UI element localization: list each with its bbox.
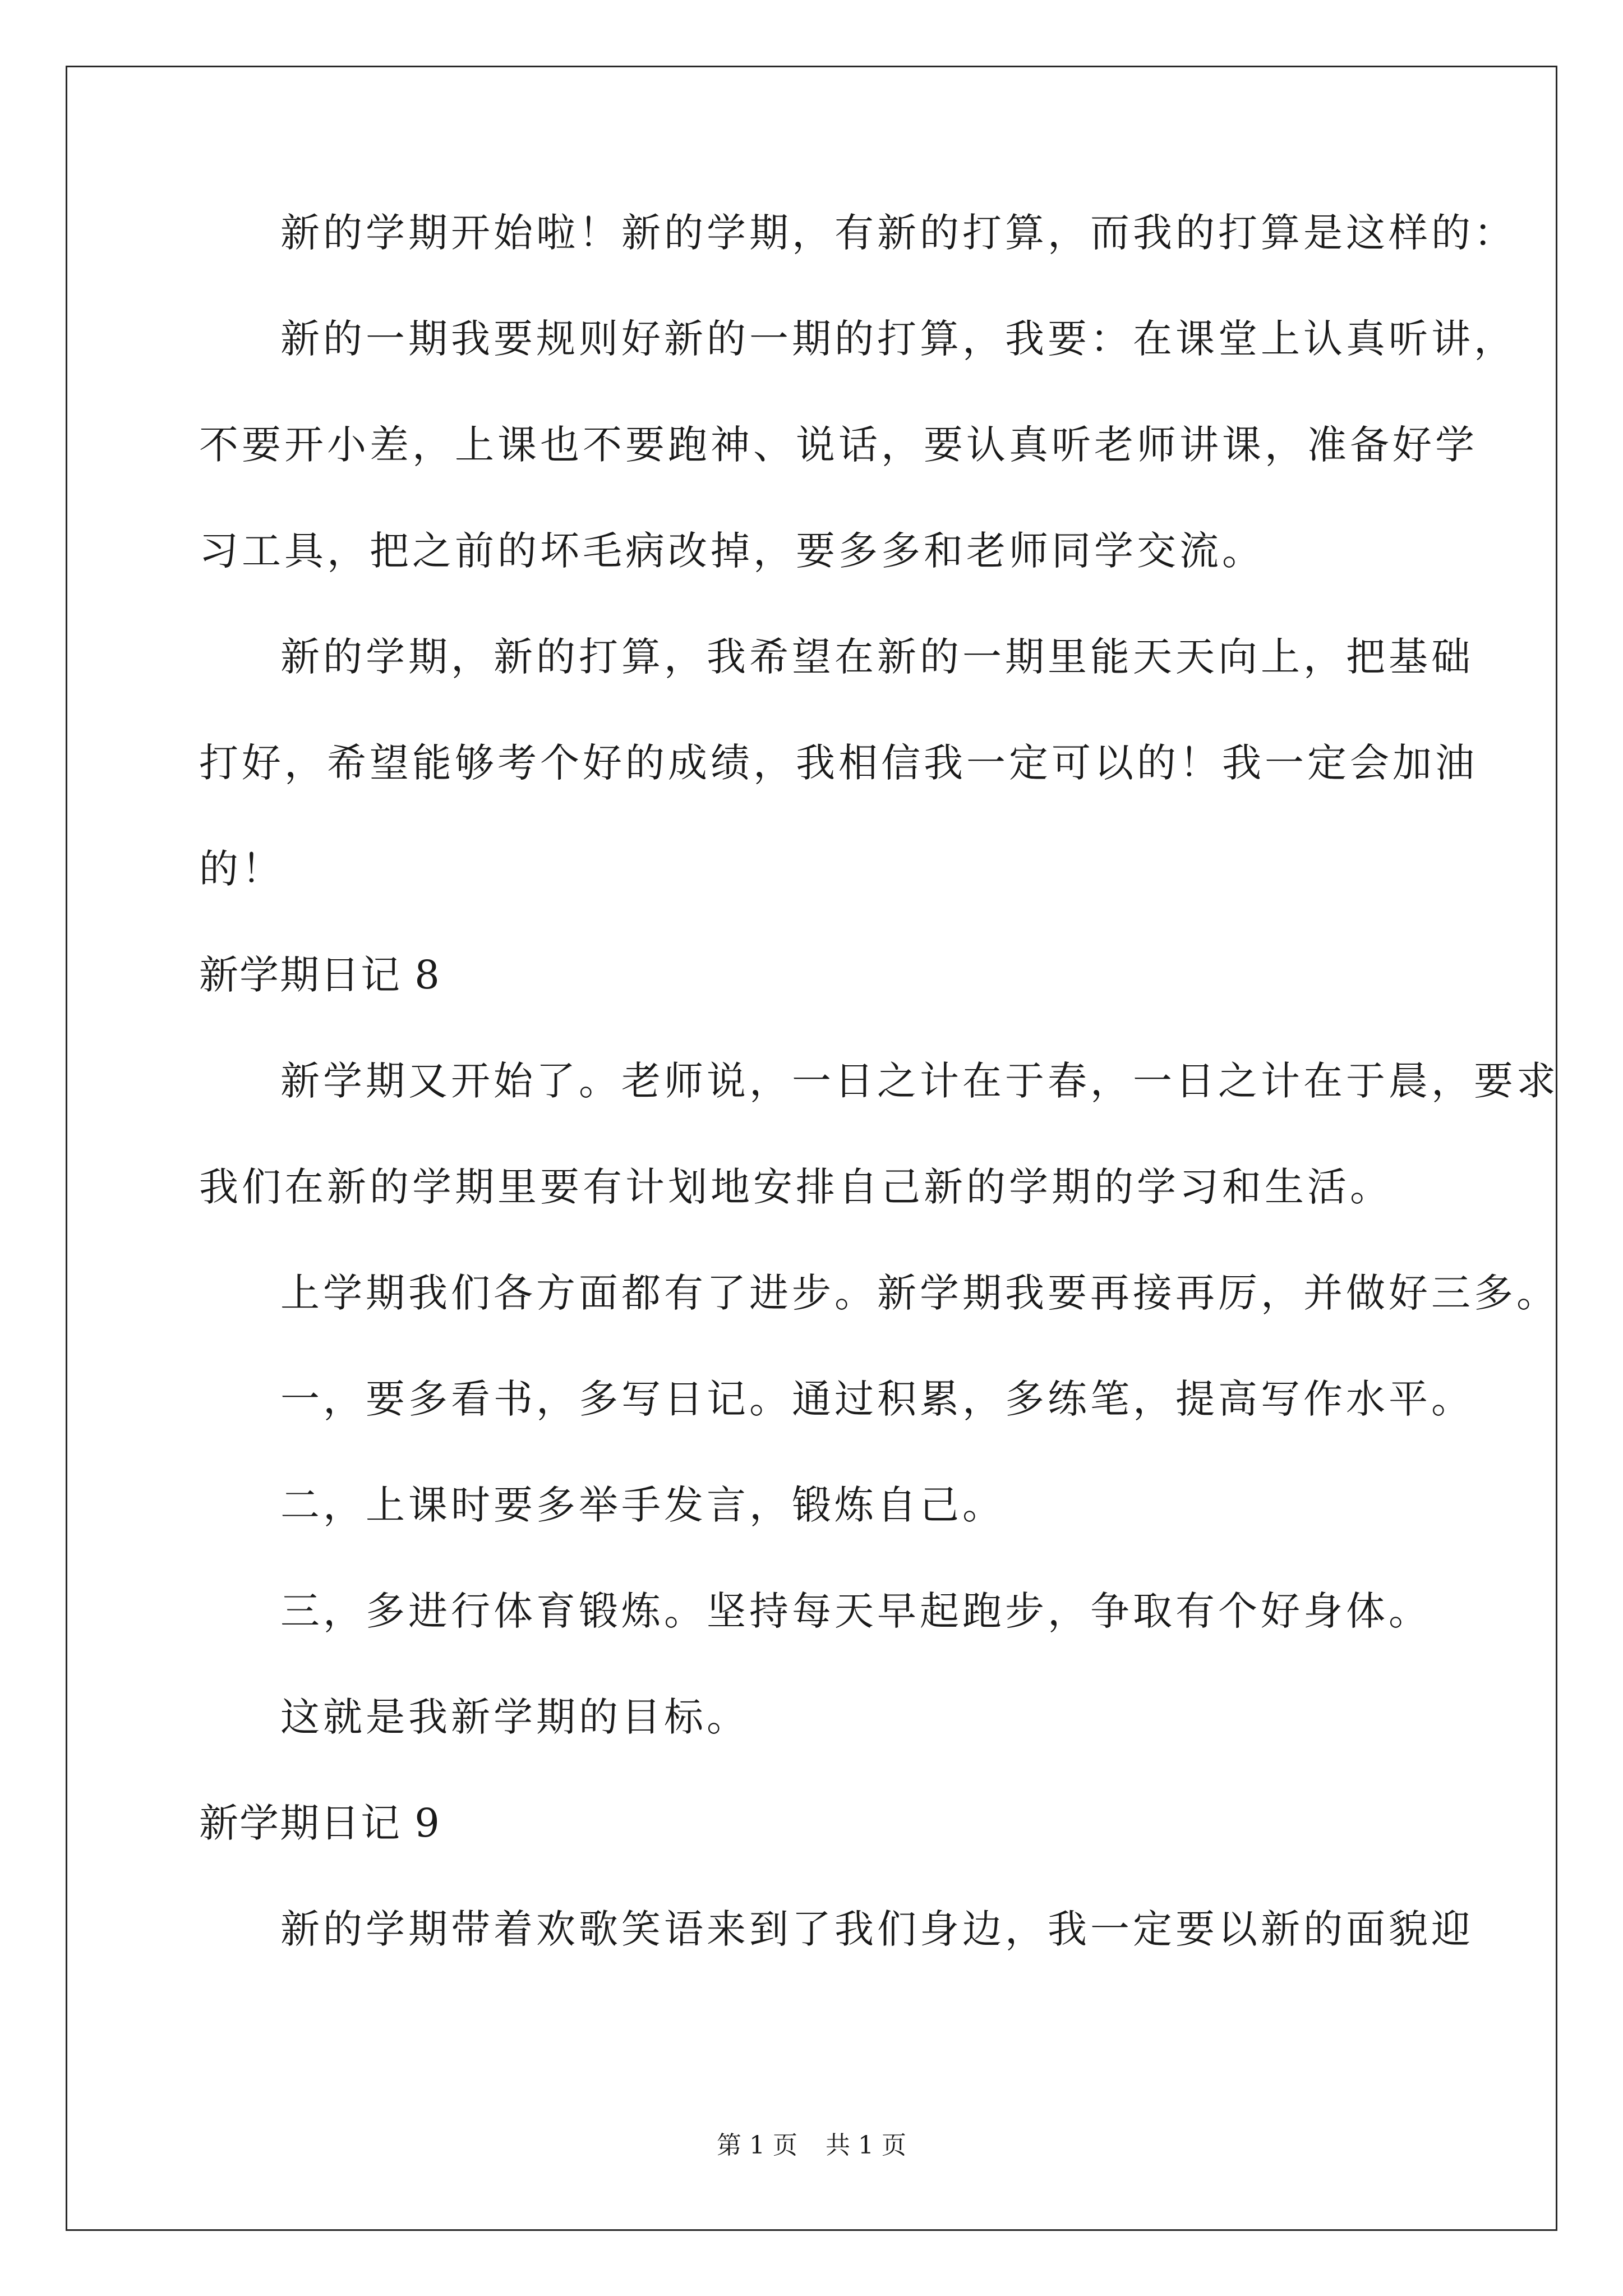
page-total: 共 1 页 <box>826 2131 906 2160</box>
document-body <box>199 210 1559 2016</box>
paragraph-line: 上学期我们各方面都有了进步。新学期我要再接再厉，并做好三多。 <box>280 1270 1559 1316</box>
paragraph-line: 新的学期开始啦！新的学期，有新的打算，而我的打算是这样的： <box>280 210 1516 256</box>
section-heading: 新学期日记 8 <box>199 952 441 998</box>
page-number: 第 1 页 <box>717 2131 797 2160</box>
paragraph-line: 不要开小差，上课也不要跑神、说话，要认真听老师讲课，准备好学 <box>199 422 1478 468</box>
page-footer <box>0 2132 1623 2160</box>
paragraph-line: 新的一期我要规则好新的一期的打算，我要：在课堂上认真听讲， <box>280 316 1516 362</box>
paragraph-line: 这就是我新学期的目标。 <box>280 1694 749 1740</box>
paragraph-line: 的！ <box>199 846 284 892</box>
paragraph-line: 新的学期，新的打算，我希望在新的一期里能天天向上，把基础 <box>280 634 1474 680</box>
paragraph-line: 二，上课时要多举手发言，锻炼自己。 <box>280 1482 1005 1528</box>
paragraph-line: 三，多进行体育锻炼。坚持每天早起跑步，争取有个好身体。 <box>280 1588 1431 1634</box>
paragraph-line: 新的学期带着欢歌笑语来到了我们身边，我一定要以新的面貌迎 <box>280 1906 1474 1952</box>
section-heading: 新学期日记 9 <box>199 1800 441 1846</box>
paragraph-line: 打好，希望能够考个好的成绩，我相信我一定可以的！我一定会加油 <box>199 740 1478 786</box>
paragraph-line: 新学期又开始了。老师说，一日之计在于春，一日之计在于晨，要求 <box>280 1058 1559 1104</box>
paragraph-line: 一，要多看书，多写日记。通过积累，多练笔，提高写作水平。 <box>280 1376 1474 1422</box>
paragraph-line: 习工具，把之前的坏毛病改掉，要多多和老师同学交流。 <box>199 528 1265 574</box>
paragraph-line: 我们在新的学期里要有计划地安排自己新的学期的学习和生活。 <box>199 1164 1393 1210</box>
